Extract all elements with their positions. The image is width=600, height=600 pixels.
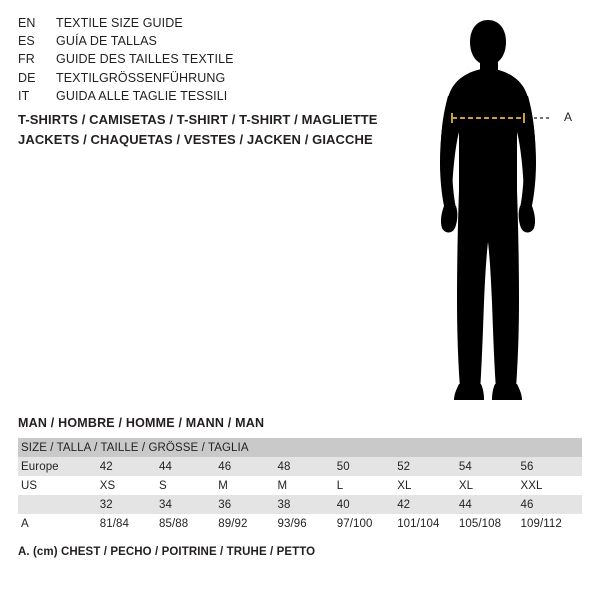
- size-table-section: [18, 416, 582, 533]
- category-jackets: JACKETS / CHAQUETAS / VESTES / JACKEN / GIACCHE: [18, 132, 373, 147]
- language-text: TEXTILGRÖSSENFÜHRUNG: [56, 70, 226, 85]
- table-cell: XS: [99, 479, 116, 492]
- male-figure-illustration: [404, 10, 600, 410]
- category-headings: [18, 110, 418, 150]
- row-label: US: [21, 479, 38, 492]
- table-cell: 46: [520, 498, 534, 511]
- language-list: [18, 14, 398, 105]
- table-cell: 46: [218, 460, 232, 473]
- figure-body-shape: [440, 20, 536, 400]
- table-header-label: SIZE / TALLA / TAILLE / GRÖSSE / TAGLIA: [21, 441, 249, 454]
- table-cell: 54: [458, 460, 472, 473]
- language-row: [18, 14, 398, 32]
- table-cell: 109/112: [520, 517, 562, 530]
- table-cell: 50: [336, 460, 350, 473]
- category-tshirts: T-SHIRTS / CAMISETAS / T-SHIRT / T-SHIRT / MAGLIETTE: [18, 112, 378, 127]
- table-row: [18, 495, 582, 514]
- size-table: [18, 438, 582, 533]
- table-cell: XL: [397, 479, 412, 492]
- language-code: ES: [18, 34, 35, 49]
- table-cell: L: [336, 479, 344, 492]
- table-cell: 56: [520, 460, 534, 473]
- row-label: [18, 495, 100, 514]
- table-cell: 40: [336, 498, 350, 511]
- table-cell: 42: [99, 460, 113, 473]
- language-row: [18, 87, 398, 105]
- table-cell: S: [159, 479, 167, 492]
- table-row: [18, 457, 582, 476]
- table-cell: 44: [458, 498, 472, 511]
- row-label: Europe: [21, 460, 59, 473]
- table-cell: 89/92: [218, 517, 248, 530]
- table-row: [18, 514, 582, 533]
- table-cell: 105/108: [458, 517, 502, 530]
- row-label: A: [21, 517, 29, 530]
- table-cell: M: [277, 479, 288, 492]
- table-cell: 93/96: [277, 517, 307, 530]
- language-text: TEXTILE SIZE GUIDE: [56, 16, 183, 30]
- table-cell: 44: [159, 460, 172, 473]
- language-code: FR: [18, 52, 35, 67]
- table-cell: 34: [159, 498, 172, 511]
- language-row: [18, 50, 398, 68]
- language-code: DE: [18, 70, 36, 85]
- table-cell: 48: [277, 460, 291, 473]
- table-cell: 52: [397, 460, 411, 473]
- language-text: GUÍA DE TALLAS: [56, 34, 157, 49]
- language-code: EN: [18, 16, 36, 30]
- table-cell: 36: [218, 498, 232, 511]
- table-cell: 32: [99, 498, 113, 511]
- language-code: IT: [18, 88, 30, 103]
- table-cell: 101/104: [397, 517, 440, 530]
- table-cell: 42: [397, 498, 411, 511]
- table-row: [18, 476, 582, 495]
- table-cell: 85/88: [159, 517, 189, 530]
- footnote: A. (cm) CHEST / PECHO / POITRINE / TRUHE / PETTO: [18, 546, 316, 558]
- table-cell: XL: [458, 479, 474, 492]
- language-text: GUIDE DES TAILLES TEXTILE: [56, 52, 234, 67]
- language-row: [18, 69, 398, 87]
- table-cell: 38: [277, 498, 291, 511]
- table-title: MAN / HOMBRE / HOMME / MANN / MAN: [18, 416, 265, 430]
- table-cell: XXL: [520, 479, 543, 492]
- language-text: GUIDA ALLE TAGLIE TESSILI: [56, 88, 228, 103]
- table-cell: M: [218, 479, 228, 492]
- table-header-row: [18, 438, 582, 457]
- figure-svg: [404, 10, 600, 410]
- language-row: [18, 32, 398, 50]
- table-cell: 81/84: [99, 517, 130, 530]
- chest-measure-label: A: [564, 110, 573, 124]
- table-cell: 97/100: [336, 517, 373, 530]
